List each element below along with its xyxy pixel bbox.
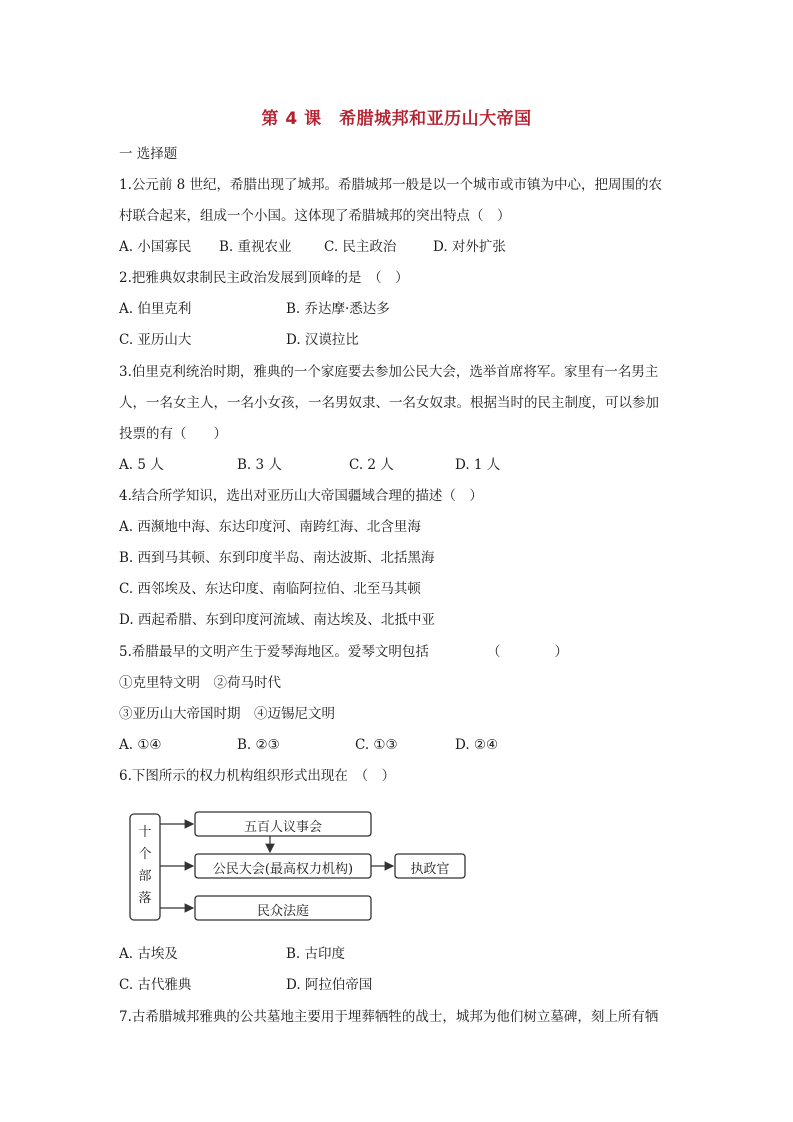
archon-label: 执政官	[410, 862, 450, 877]
q4-option-b[interactable]: B. 西到马其顿、东到印度半岛、南达波斯、北括黑海	[119, 550, 435, 566]
q3-option-b[interactable]: B. 3 人	[237, 457, 282, 473]
q5-options	[119, 735, 719, 755]
q1-stem-line1: 1.公元前 8 世纪，希腊出现了城邦。希腊城邦一般是以一个城市或市镇为中心，把周围的农	[119, 177, 663, 193]
q6-option-b[interactable]: B. 古印度	[286, 946, 346, 962]
q3-stem-line2: 人，一名女主人，一名小女孩，一名男奴隶、一名女奴隶。根据当时的民主制度，可以参加	[119, 395, 659, 411]
q2-option-b[interactable]: B. 乔达摩·悉达多	[286, 301, 390, 317]
q2-options-row1	[119, 299, 719, 319]
q2-option-c[interactable]: C. 亚历山大	[119, 332, 192, 348]
q5-items-line2: ③亚历山大帝国时期 ④迈锡尼文明	[119, 706, 335, 722]
q4-stem: 4.结合所学知识，选出对亚历山大帝国疆域合理的描述（ ）	[119, 488, 483, 504]
council-label: 五百人议事会	[243, 820, 322, 835]
q2-option-a[interactable]: A. 伯里克利	[119, 301, 192, 317]
assembly-label: 公民大会(最高权力机构)	[212, 862, 354, 877]
q3-option-a[interactable]: A. 5 人	[119, 457, 164, 473]
q5-items-line1: ①克里特文明 ②荷马时代	[119, 675, 281, 691]
q3-stem-line1: 3.伯里克利统治时期，雅典的一个家庭要去参加公民大会，选举首席将军。家里有一名男主	[119, 364, 659, 380]
q4-option-c[interactable]: C. 西邻埃及、东达印度、南临阿拉伯、北至马其顿	[119, 581, 421, 597]
q4-option-d[interactable]: D. 西起希腊、东到印度河流域、南达埃及、北抵中亚	[119, 612, 435, 628]
q3-options	[119, 455, 719, 475]
q3-option-d[interactable]: D. 1 人	[455, 457, 501, 473]
q1-option-d[interactable]: D. 对外扩张	[433, 239, 506, 255]
q1-stem-line2: 村联合起来，组成一个小国。这体现了希腊城邦的突出特点（ ）	[119, 208, 511, 224]
q7-stem-line1: 7.古希腊城邦雅典的公共墓地主要用于埋葬牺牲的战士，城邦为他们树立墓碑，刻上所有牺	[119, 1009, 659, 1025]
q2-option-d[interactable]: D. 汉谟拉比	[286, 332, 359, 348]
q6-option-d[interactable]: D. 阿拉伯帝国	[286, 977, 373, 993]
q5-option-c[interactable]: C. ①③	[355, 737, 398, 753]
tribes-label	[130, 822, 160, 910]
q5-answer-paren: （ ）	[487, 644, 568, 660]
section-heading: 一 选择题	[119, 146, 178, 162]
q5-option-a[interactable]: A. ①④	[119, 737, 162, 753]
q6-option-c[interactable]: C. 古代雅典	[119, 977, 192, 993]
q1-option-b[interactable]: B. 重视农业	[219, 239, 292, 255]
tribes-char: 落	[138, 891, 152, 906]
tribes-char: 个	[138, 847, 152, 862]
q6-options-row1	[119, 944, 719, 964]
tribes-char: 十	[138, 825, 152, 840]
tribes-char: 部	[138, 869, 152, 884]
q5-option-d[interactable]: D. ②④	[455, 737, 499, 753]
page-title: 第 4 课 希腊城邦和亚历山大帝国	[261, 109, 532, 129]
q4-option-a[interactable]: A. 西濒地中海、东达印度河、南跨红海、北含里海	[119, 519, 421, 535]
q2-options-row2	[119, 330, 719, 350]
q2-stem: 2.把雅典奴隶制民主政治发展到顶峰的是 （ ）	[119, 270, 409, 286]
q3-option-c[interactable]: C. 2 人	[349, 457, 394, 473]
q6-stem: 6.下图所示的权力机构组织形式出现在 （ ）	[119, 768, 396, 784]
q6-option-a[interactable]: A. 古埃及	[119, 946, 178, 962]
q1-options	[119, 237, 719, 257]
q6-options-row2	[119, 975, 719, 995]
q1-option-a[interactable]: A. 小国寡民	[119, 239, 192, 255]
power-structure-diagram	[119, 807, 479, 927]
court-label: 民众法庭	[256, 904, 309, 919]
q5-stem-row	[119, 642, 679, 662]
q3-stem-line3: 投票的有（ ）	[119, 426, 227, 442]
q5-option-b[interactable]: B. ②③	[237, 737, 280, 753]
q5-stem: 5.希腊最早的文明产生于爱琴海地区。爱琴文明包括	[119, 644, 429, 660]
q1-option-c[interactable]: C. 民主政治	[324, 239, 397, 255]
